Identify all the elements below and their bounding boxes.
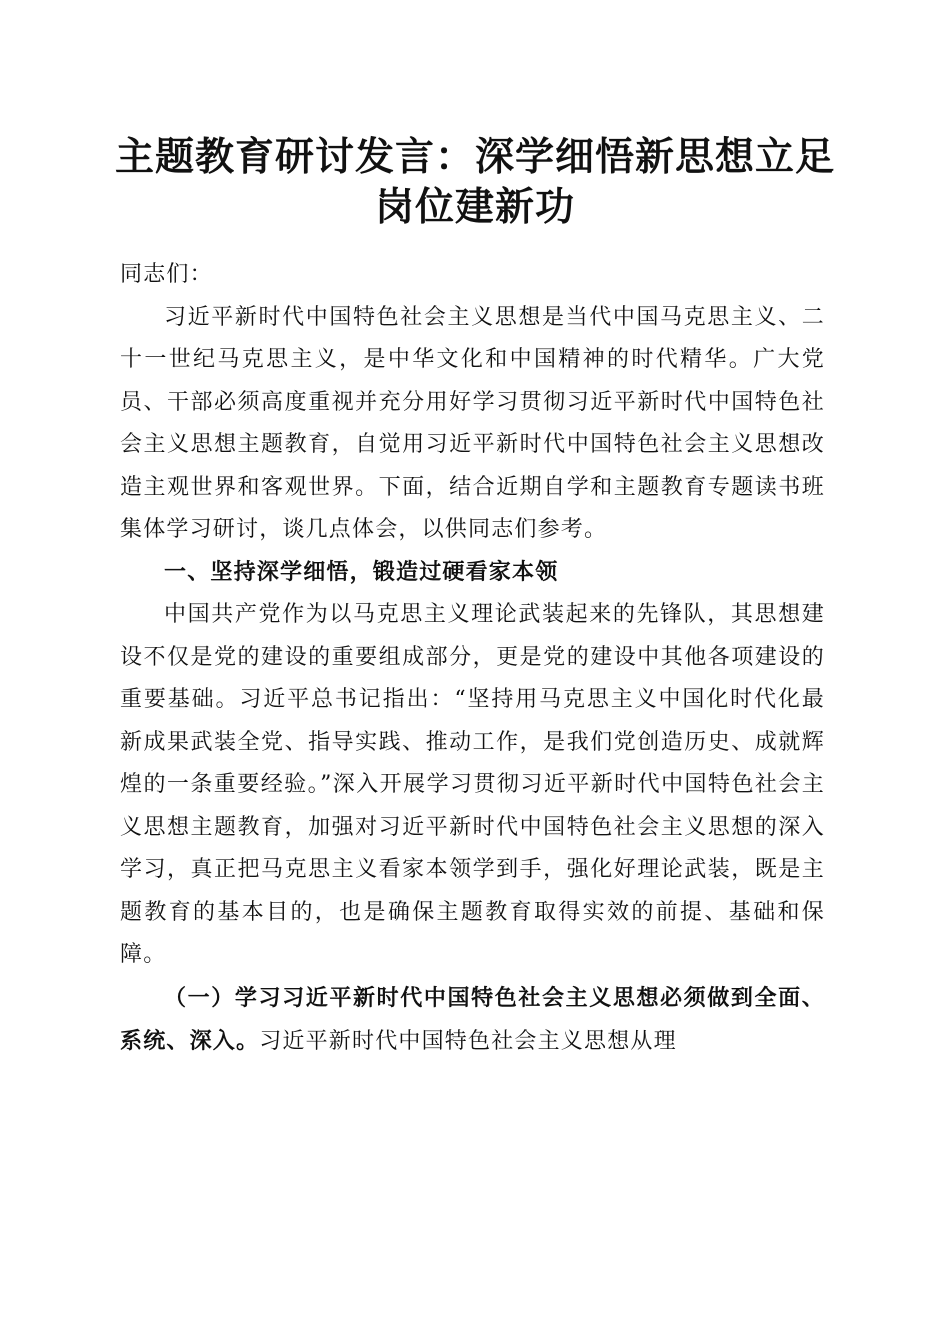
intro-paragraph: 习近平新时代中国特色社会主义思想是当代中国马克思主义、二十一世纪马克思主义，是中华文化和中国精神的时代精华。广大党员、干部必须高度重视并充分用好学习贯彻习近平新时代中国特色社会主义思想主题教育，自觉用习近平新时代中国特色社会主义思想改造主观世界和客观世界。下面，结合近期自学和主题教育专题读书班集体学习研讨，谈几点体会，以供同志们参考。 — [120, 304, 825, 542]
section-heading-1: 一、坚持深学细悟，锻造过硬看家本领 — [164, 559, 559, 585]
subsection-text: 习近平新时代中国特色社会主义思想从理 — [259, 1029, 677, 1054]
subsection-paragraph — [120, 977, 825, 1064]
subsection-heading: （一）学习习近平新时代中国特色社会主义思想必须做到全面、系统、深入。 — [120, 984, 825, 1054]
document-title: 主题教育研讨发言：深学细悟新思想立足岗位建新功 — [114, 134, 835, 230]
section-1-paragraph: 中国共产党作为以马克思主义理论武装起来的先锋队，其思想建设不仅是党的建设的重要组成部分，更是党的建设中其他各项建设的重要基础。习近平总书记指出：“坚持用马克思主义中国化时代化最新成果武装全党、指导实践、推动工作，是我们党创造历史、成就辉煌的一条重要经验。”深入开展学习贯彻习近平新时代中国特色社会主义思想主题教育，加强对习近平新时代中国特色社会主义思想的深入学习，真正把马克思主义看家本领学到手，强化好理论武装，既是主题教育的基本目的，也是确保主题教育取得实效的前提、基础和保障。 — [120, 602, 825, 967]
document-body — [120, 254, 825, 1064]
salutation: 同志们： — [120, 262, 213, 287]
